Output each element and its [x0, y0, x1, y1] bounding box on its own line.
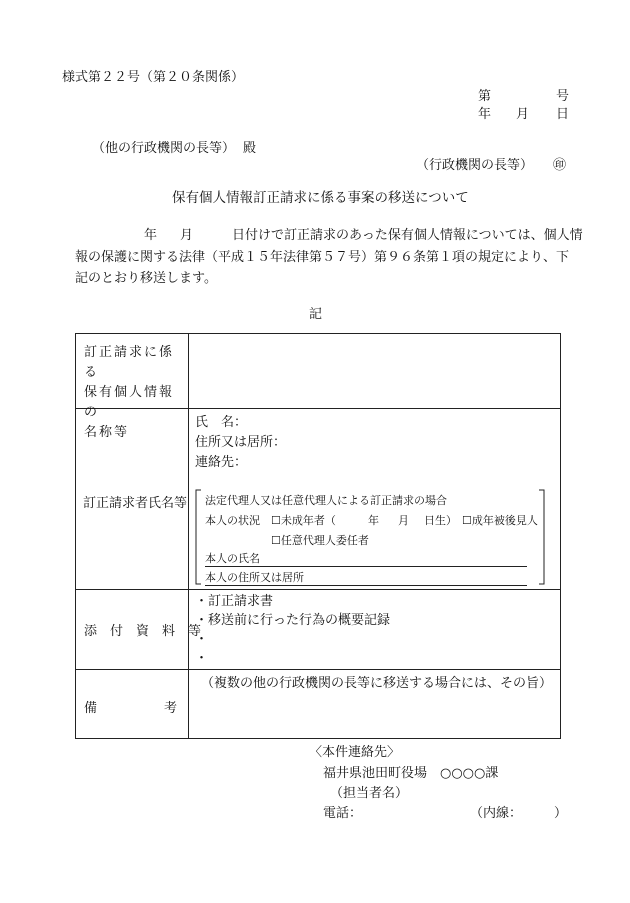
body-line3: 記のとおり移送します。 — [75, 271, 217, 286]
form-number: 様式第２２号（第２０条関係） — [62, 70, 245, 85]
attachments-label: 添 付 資 料 等 — [84, 624, 202, 639]
contact-phone: 電話： — [323, 806, 363, 821]
remarks-cell[interactable] — [189, 670, 561, 739]
requester-name-field[interactable]: 氏 名： — [195, 415, 248, 430]
row-attachments-label — [76, 590, 202, 670]
attachment-item[interactable]: ・ — [195, 632, 209, 647]
date-year: 年 — [478, 107, 492, 122]
body-line1: 日付けで訂正請求のあった保有個人情報については、個人情 — [232, 228, 583, 243]
row-remarks-label — [76, 670, 189, 739]
requester-label: 訂正請求者氏名等 — [83, 496, 188, 511]
agent-heading: 法定代理人又は任意代理人による訂正請求の場合 — [205, 494, 447, 507]
remarks-note: （複数の他の行政機関の長等に移送する場合には、その旨） — [201, 676, 553, 691]
date-month: 月 — [516, 107, 530, 122]
agent-birth-year: 年 — [368, 514, 379, 527]
ki-heading: 記 — [309, 307, 323, 322]
form-table — [75, 333, 561, 739]
number-dai: 第 — [478, 89, 492, 104]
addressee-to: （他の行政機関の長等） — [92, 141, 236, 156]
attachment-item: ・訂正請求書 — [195, 594, 274, 609]
agent-guardian-checkbox[interactable]: ☐成年被後見人 — [462, 514, 538, 527]
record-name-label-line: 訂正請求に係る — [84, 345, 175, 380]
document-title: 保有個人情報訂正請求に係る事案の移送について — [172, 190, 469, 206]
requester-cell — [189, 409, 561, 590]
agent-minor-checkbox[interactable]: ☐未成年者（ — [271, 514, 336, 527]
requester-address-field[interactable]: 住所又は居所： — [195, 435, 287, 450]
body-year: 年 — [144, 228, 158, 243]
agent-person-address-field[interactable]: 本人の住所又は居所 — [205, 569, 527, 586]
record-name-label-line: 名称等 — [84, 425, 130, 440]
record-name-label-line: 保有個人情報の — [84, 385, 175, 420]
date-day: 日 — [556, 107, 570, 122]
contact-extension-close: ） — [554, 806, 568, 821]
contact-office: 福井県池田町役場 ○○○○課 — [323, 766, 499, 781]
agent-status-label: 本人の状況 — [205, 514, 260, 527]
agent-birth-month: 月 — [398, 514, 409, 527]
attachment-item: ・移送前に行った行為の概要記録 — [195, 613, 391, 628]
contact-heading: 〈本件連絡先〉 — [309, 745, 401, 760]
addressee-honorific: 殿 — [243, 141, 257, 156]
row-requester-label — [76, 409, 189, 590]
attachments-cell — [189, 590, 561, 670]
number-go: 号 — [556, 89, 570, 104]
agent-birth-day: 日生） — [424, 514, 457, 527]
contact-extension: （内線： — [470, 806, 523, 821]
row-record-name-label — [76, 334, 189, 440]
agent-consignor-checkbox[interactable]: ☐任意代理人委任者 — [271, 534, 369, 547]
agent-person-name-field[interactable]: 本人の氏名 — [205, 550, 527, 567]
contact-person: （担当者名） — [330, 786, 409, 801]
body-month: 月 — [180, 228, 194, 243]
remarks-label-right: 考 — [164, 701, 178, 716]
agent-bracket — [195, 489, 545, 585]
body-line2: 報の保護に関する法律（平成１５年法律第５７号）第９６条第１項の規定により、下 — [75, 250, 570, 265]
remarks-label-left: 備 — [84, 701, 98, 716]
attachment-item[interactable]: ・ — [195, 651, 209, 666]
seal-mark: ㊞ — [553, 158, 567, 173]
record-name-value[interactable] — [189, 334, 561, 409]
addressee-from: （行政機関の長等） — [416, 158, 534, 173]
requester-contact-field[interactable]: 連絡先： — [195, 455, 248, 470]
